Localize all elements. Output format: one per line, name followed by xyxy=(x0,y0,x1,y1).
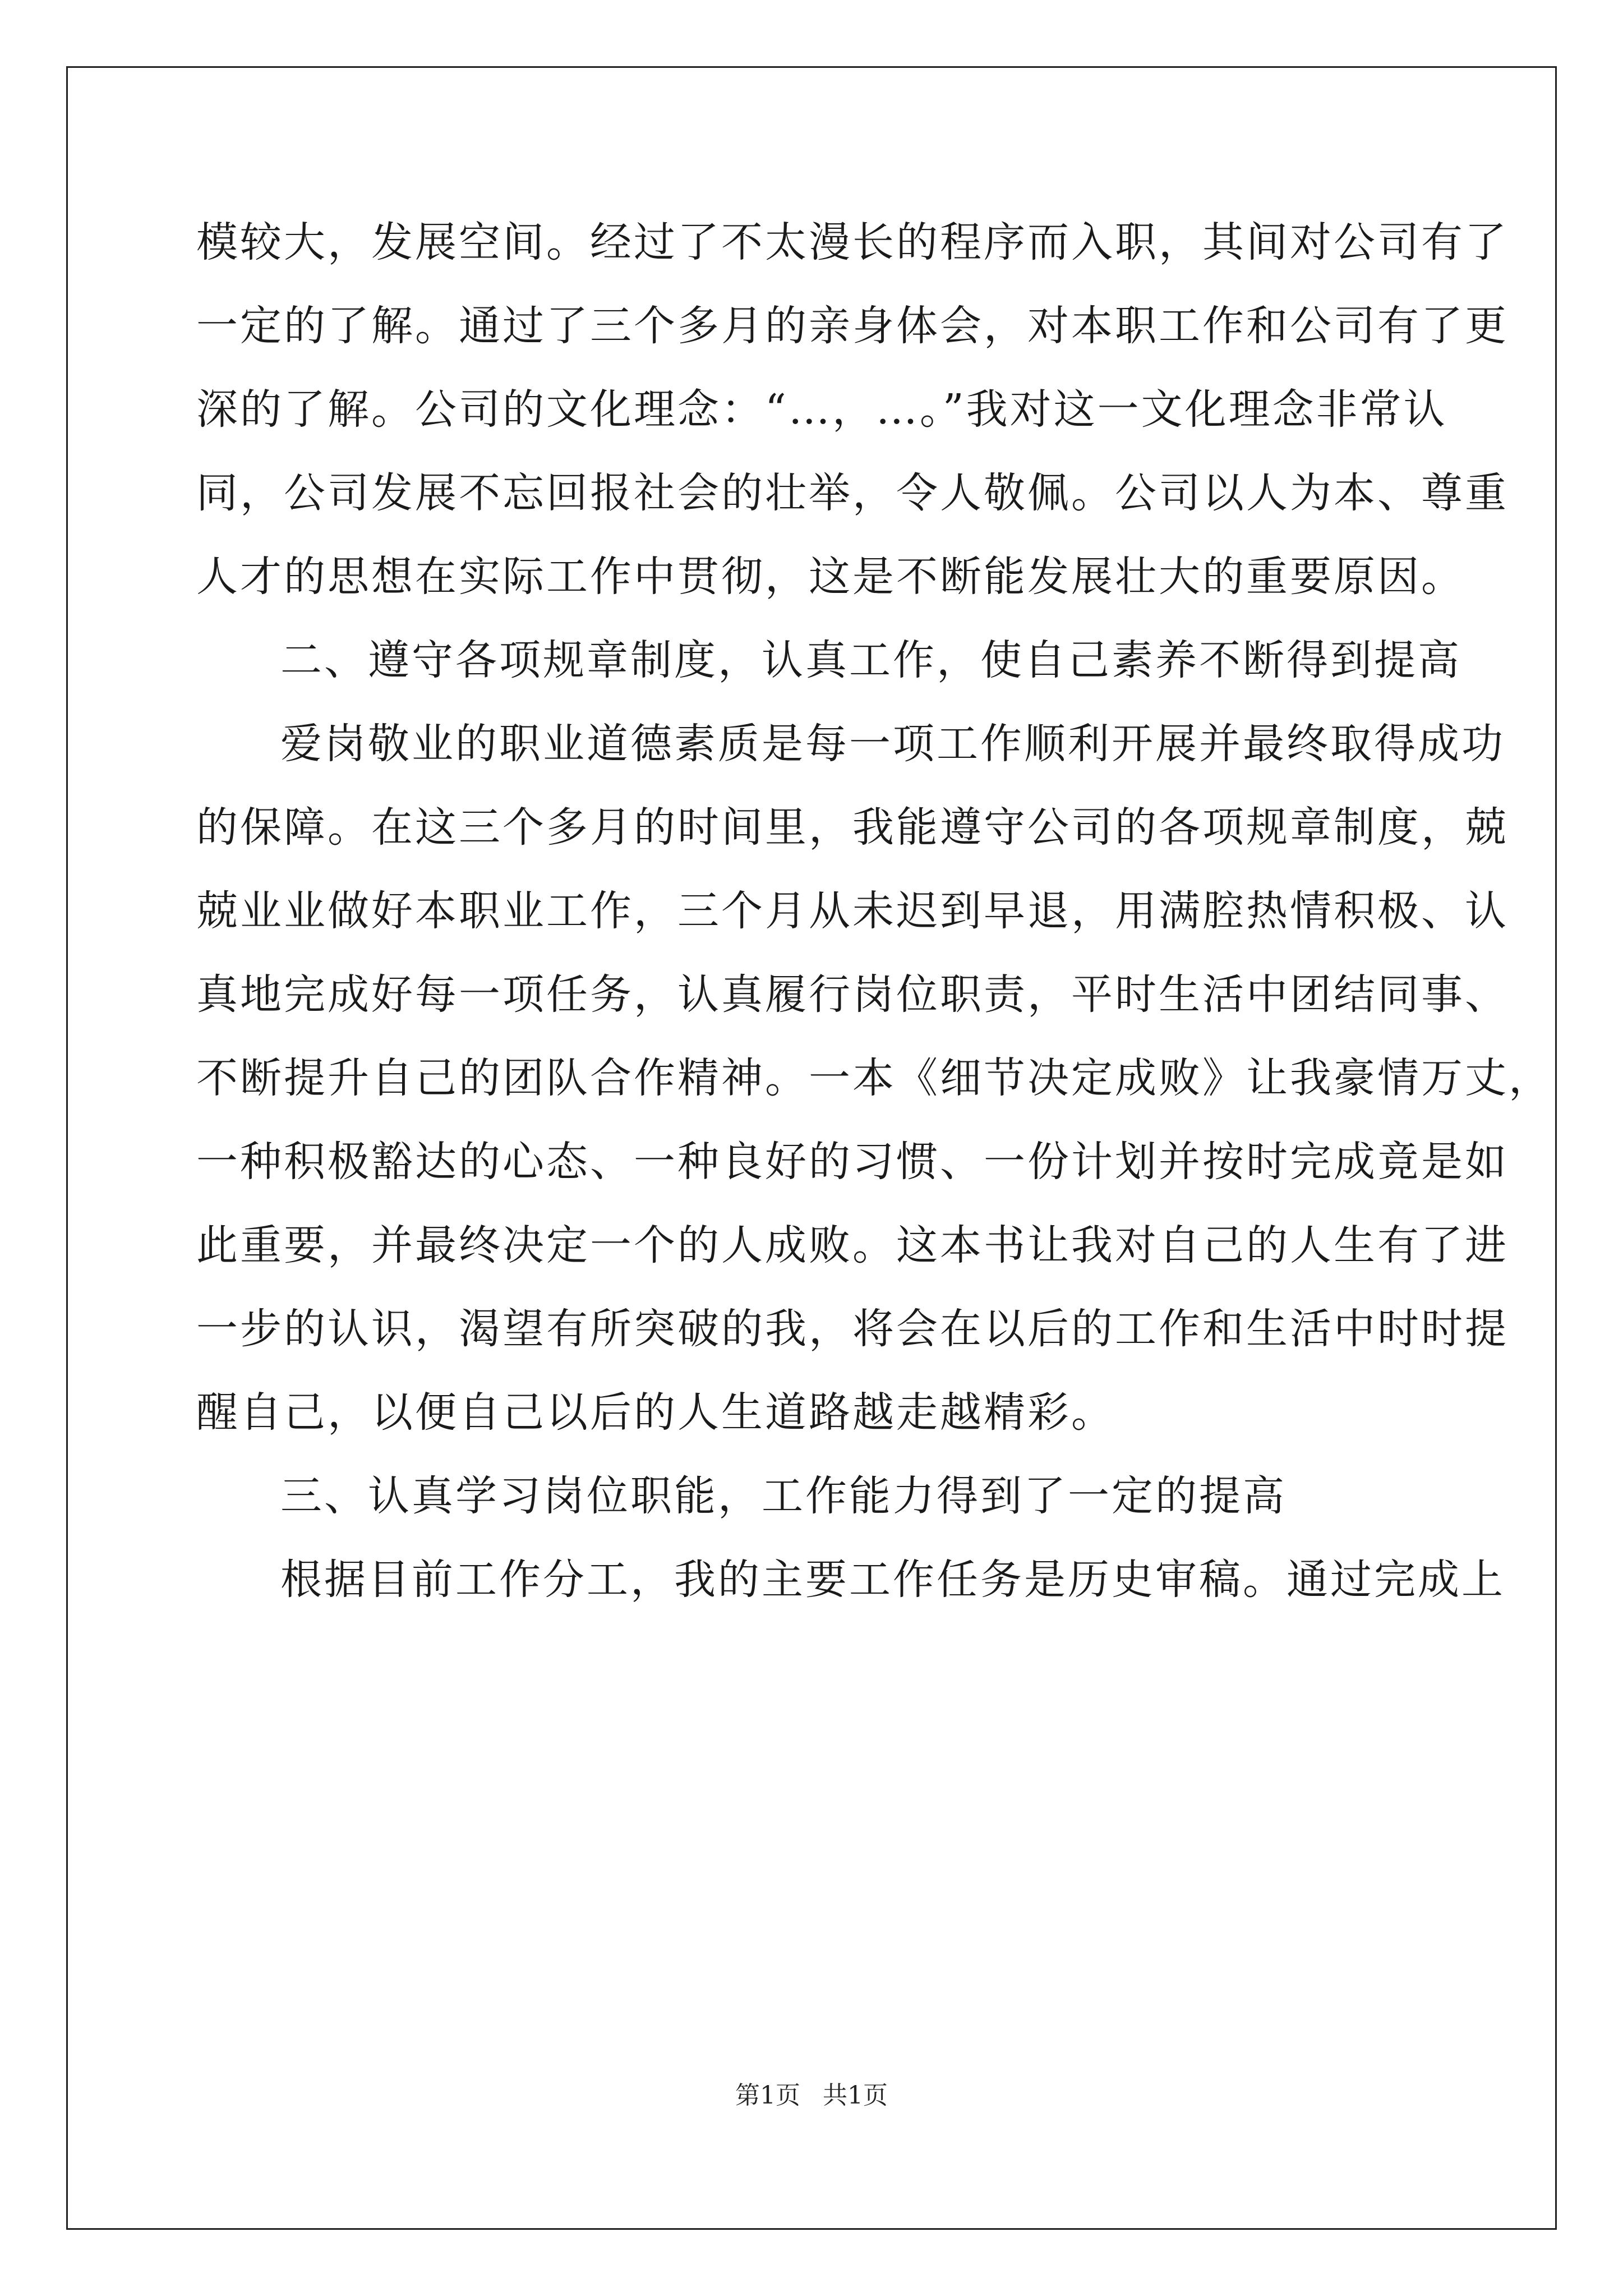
section-heading: 二、遵守各项规章制度，认真工作，使自己素养不断得到提高 xyxy=(280,636,1461,684)
text-line: 深的了解。公司的文化理念：“…，…。”我对这一文化理念非常认 xyxy=(196,385,1447,434)
text-line: 的保障。在这三个多月的时间里，我能遵守公司的各项规章制度，兢 xyxy=(196,803,1509,852)
text-line: 真地完成好每一项任务，认真履行岗位职责，平时生活中团结同事、 xyxy=(196,970,1509,1019)
text-line: 一定的了解。通过了三个多月的亲身体会，对本职工作和公司有了更 xyxy=(196,302,1509,350)
page-number: 第1页 xyxy=(735,2081,800,2110)
page-footer xyxy=(0,2080,1623,2111)
text-line: 一种积极豁达的心态、一种良好的习惯、一份计划并按时完成竟是如 xyxy=(196,1138,1509,1186)
text-line: 同，公司发展不忘回报社会的壮举，令人敬佩。公司以人为本、尊重 xyxy=(196,469,1509,517)
document-body xyxy=(196,201,1552,1622)
paragraph-start-line: 根据目前工作分工，我的主要工作任务是历史审稿。通过完成上 xyxy=(280,1556,1505,1604)
section-heading: 三、认真学习岗位职能，工作能力得到了一定的提高 xyxy=(280,1472,1287,1520)
text-line: 模较大，发展空间。经过了不太漫长的程序而入职，其间对公司有了 xyxy=(196,218,1509,266)
page-total: 共1页 xyxy=(823,2081,888,2110)
text-line: 人才的思想在实际工作中贯彻，这是不断能发展壮大的重要原因。 xyxy=(196,553,1465,601)
text-line: 不断提升自己的团队合作精神。一本《细节决定成败》让我豪情万丈， xyxy=(196,1054,1552,1102)
text-line: 兢业业做好本职业工作，三个月从未迟到早退，用满腔热情积极、认 xyxy=(196,887,1509,935)
text-line: 一步的认识，渴望有所突破的我，将会在以后的工作和生活中时时提 xyxy=(196,1305,1509,1353)
text-line: 醒自己，以便自己以后的人生道路越走越精彩。 xyxy=(196,1388,1115,1437)
text-line: 此重要，并最终决定一个的人成败。这本书让我对自己的人生有了进 xyxy=(196,1221,1509,1269)
paragraph-start-line: 爱岗敬业的职业道德素质是每一项工作顺利开展并最终取得成功 xyxy=(280,720,1505,768)
